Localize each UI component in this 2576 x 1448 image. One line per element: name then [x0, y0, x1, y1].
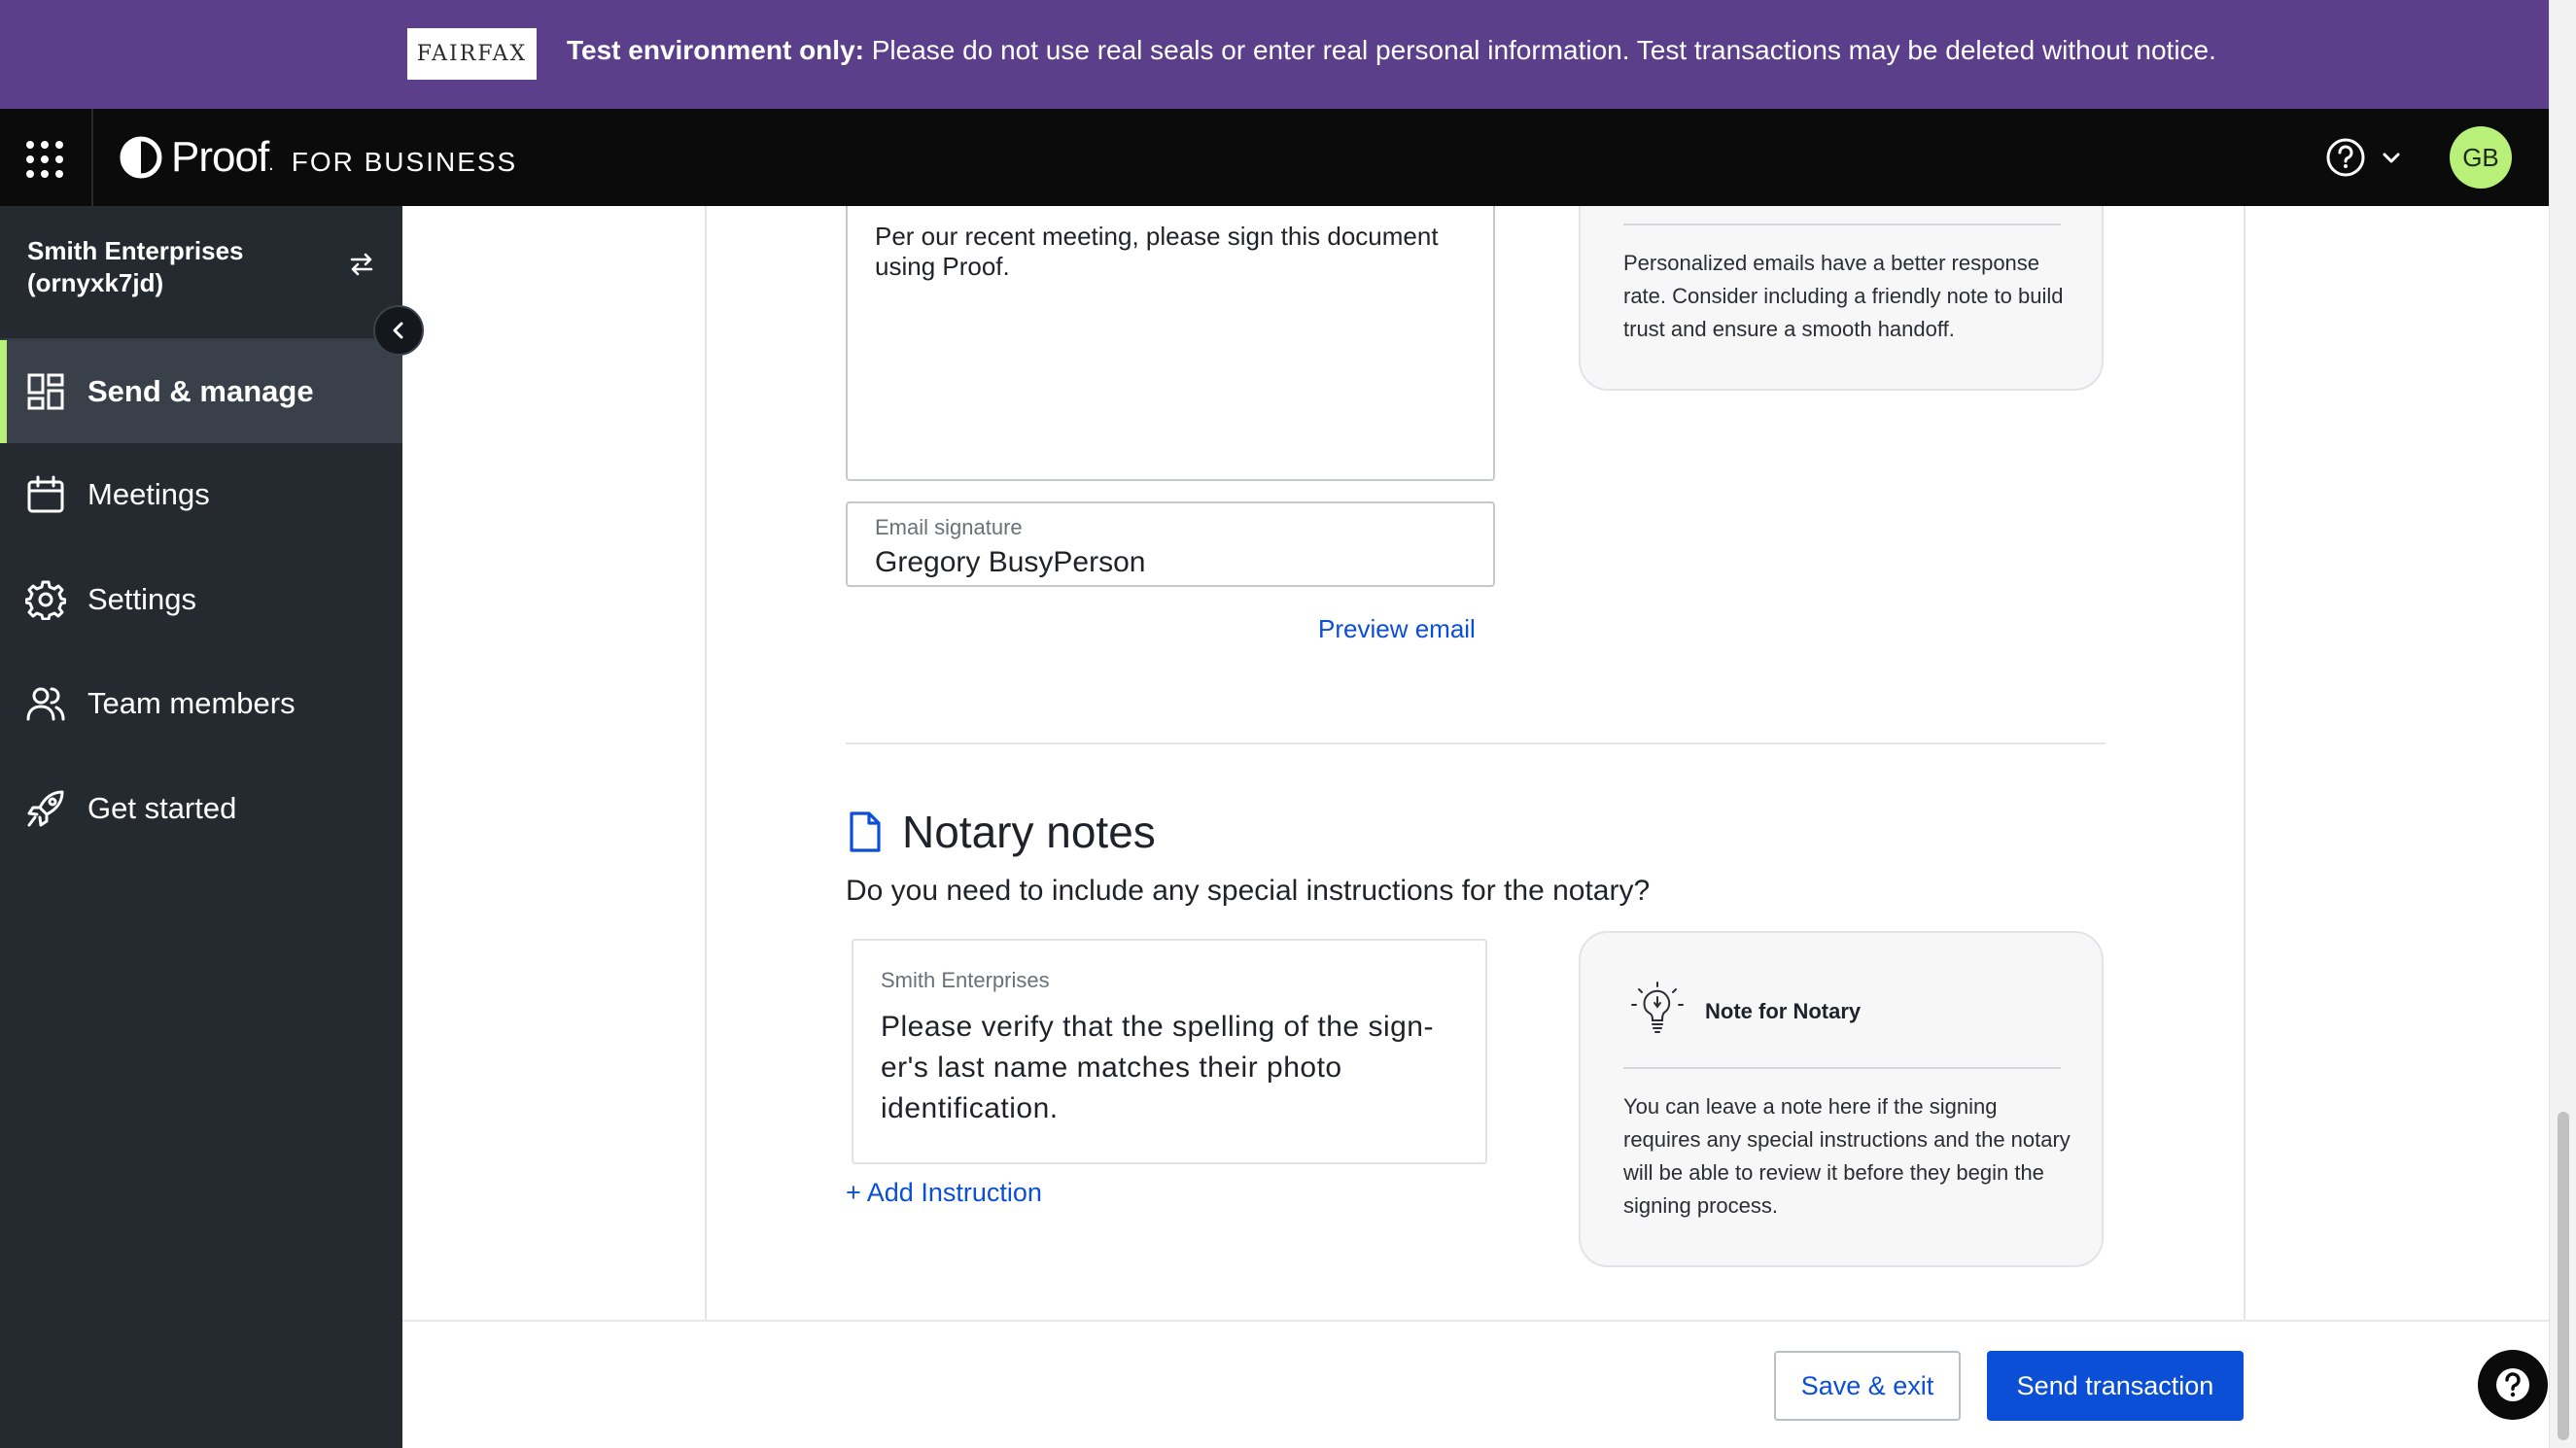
main-content [402, 206, 2549, 1448]
email-signature-value: Gregory BusyPerson [875, 546, 1146, 578]
note-author-label: Smith Enterprises [881, 968, 1050, 992]
notary-tip-card [1579, 931, 2104, 1267]
add-instruction-link[interactable]: + Add Instruction [846, 1178, 1042, 1207]
email-tip-text: Personalized emails have a better response rate. Consider including a friendly note to build trust and ensure a smooth handoff. [1623, 251, 2064, 341]
chevron-down-icon [2378, 144, 2405, 171]
brand-name: Proof [171, 133, 269, 181]
note-text: Please verify that the spelling of the sign-er's last name matches their photo identification. [881, 1011, 1434, 1124]
preview-email-link[interactable]: Preview email [1318, 614, 1476, 643]
notary-tip-title: Note for Notary [1705, 999, 1862, 1023]
sidebar [0, 206, 402, 1448]
tip-divider [1623, 1067, 2061, 1069]
notary-question: Do you need to include any special instructions for the notary? [846, 875, 1651, 907]
calendar-icon [25, 474, 66, 515]
sidebar-item-label: Meetings [87, 477, 210, 511]
scrollbar-thumb[interactable] [2558, 1112, 2569, 1440]
switch-organization-icon[interactable] [346, 249, 377, 280]
users-icon [25, 683, 66, 724]
org-name-text: Smith Enterprises [27, 236, 244, 265]
dashboard-icon [25, 371, 66, 412]
document-icon [846, 810, 885, 853]
send-transaction-button[interactable]: Send transaction [1987, 1351, 2244, 1421]
email-tip-card [1579, 206, 2104, 391]
test-environment-banner [0, 0, 2549, 109]
sidebar-item-settings[interactable] [0, 548, 402, 651]
chevron-left-icon [387, 319, 410, 342]
email-signature-label: Email signature [875, 515, 1023, 539]
notary-notes-heading [846, 803, 1156, 861]
card-border-left [705, 206, 707, 1324]
proof-mark-icon [119, 135, 163, 180]
top-navigation [0, 109, 2549, 206]
collapse-sidebar-button[interactable] [373, 305, 424, 356]
sidebar-item-get-started[interactable] [0, 757, 402, 860]
organization-name [27, 235, 244, 299]
page-scrollbar[interactable] [2549, 0, 2576, 1448]
notary-tip-text: You can leave a note here if the signing requires any special instructions and the notary will be able to review it before they begin the signing process. [1623, 1094, 2071, 1218]
sidebar-item-send-manage[interactable] [0, 340, 402, 443]
lightbulb-icon [1629, 982, 1686, 1042]
email-signature-field[interactable] [846, 501, 1495, 587]
notary-instruction-field[interactable] [852, 939, 1487, 1164]
notary-notes-title: Notary notes [902, 807, 1156, 857]
sidebar-item-label: Team members [87, 686, 296, 720]
question-circle-icon [2325, 137, 2366, 178]
organization-header [0, 206, 402, 340]
sidebar-item-label: Settings [87, 582, 197, 616]
card-border-right [2244, 206, 2245, 1324]
sidebar-item-meetings[interactable] [0, 443, 402, 546]
fairfax-logo: FAIRFAX [407, 28, 537, 80]
question-circle-icon [2493, 1365, 2532, 1404]
rocket-icon [25, 788, 66, 829]
tip-divider [1623, 224, 2061, 225]
nav-divider [91, 109, 93, 206]
help-chat-button[interactable] [2478, 1350, 2548, 1420]
user-avatar[interactable]: GB [2450, 126, 2512, 189]
footer-action-bar [402, 1320, 2549, 1448]
help-menu-button[interactable] [2325, 136, 2405, 179]
apps-grid-icon[interactable] [25, 140, 64, 179]
brand-suffix: . [268, 153, 274, 175]
sidebar-item-label: Send & manage [87, 374, 314, 408]
save-exit-button[interactable]: Save & exit [1774, 1351, 1961, 1421]
org-id-text: (ornyxk7jd) [27, 268, 164, 297]
gear-icon [25, 579, 66, 620]
email-message-textarea[interactable]: Per our recent meeting, please sign this document using Proof. [846, 206, 1495, 481]
banner-message: Please do not use real seals or enter real personal information. Test transactions may be deleted without notice. [871, 35, 2216, 65]
brand-subtitle: FOR BUSINESS [291, 147, 518, 177]
banner-label: Test environment only: [567, 35, 864, 65]
sidebar-item-label: Get started [87, 791, 237, 825]
banner-text [567, 35, 2216, 66]
section-divider [846, 742, 2106, 744]
brand-logo[interactable] [119, 128, 517, 187]
sidebar-item-team-members[interactable] [0, 652, 402, 755]
